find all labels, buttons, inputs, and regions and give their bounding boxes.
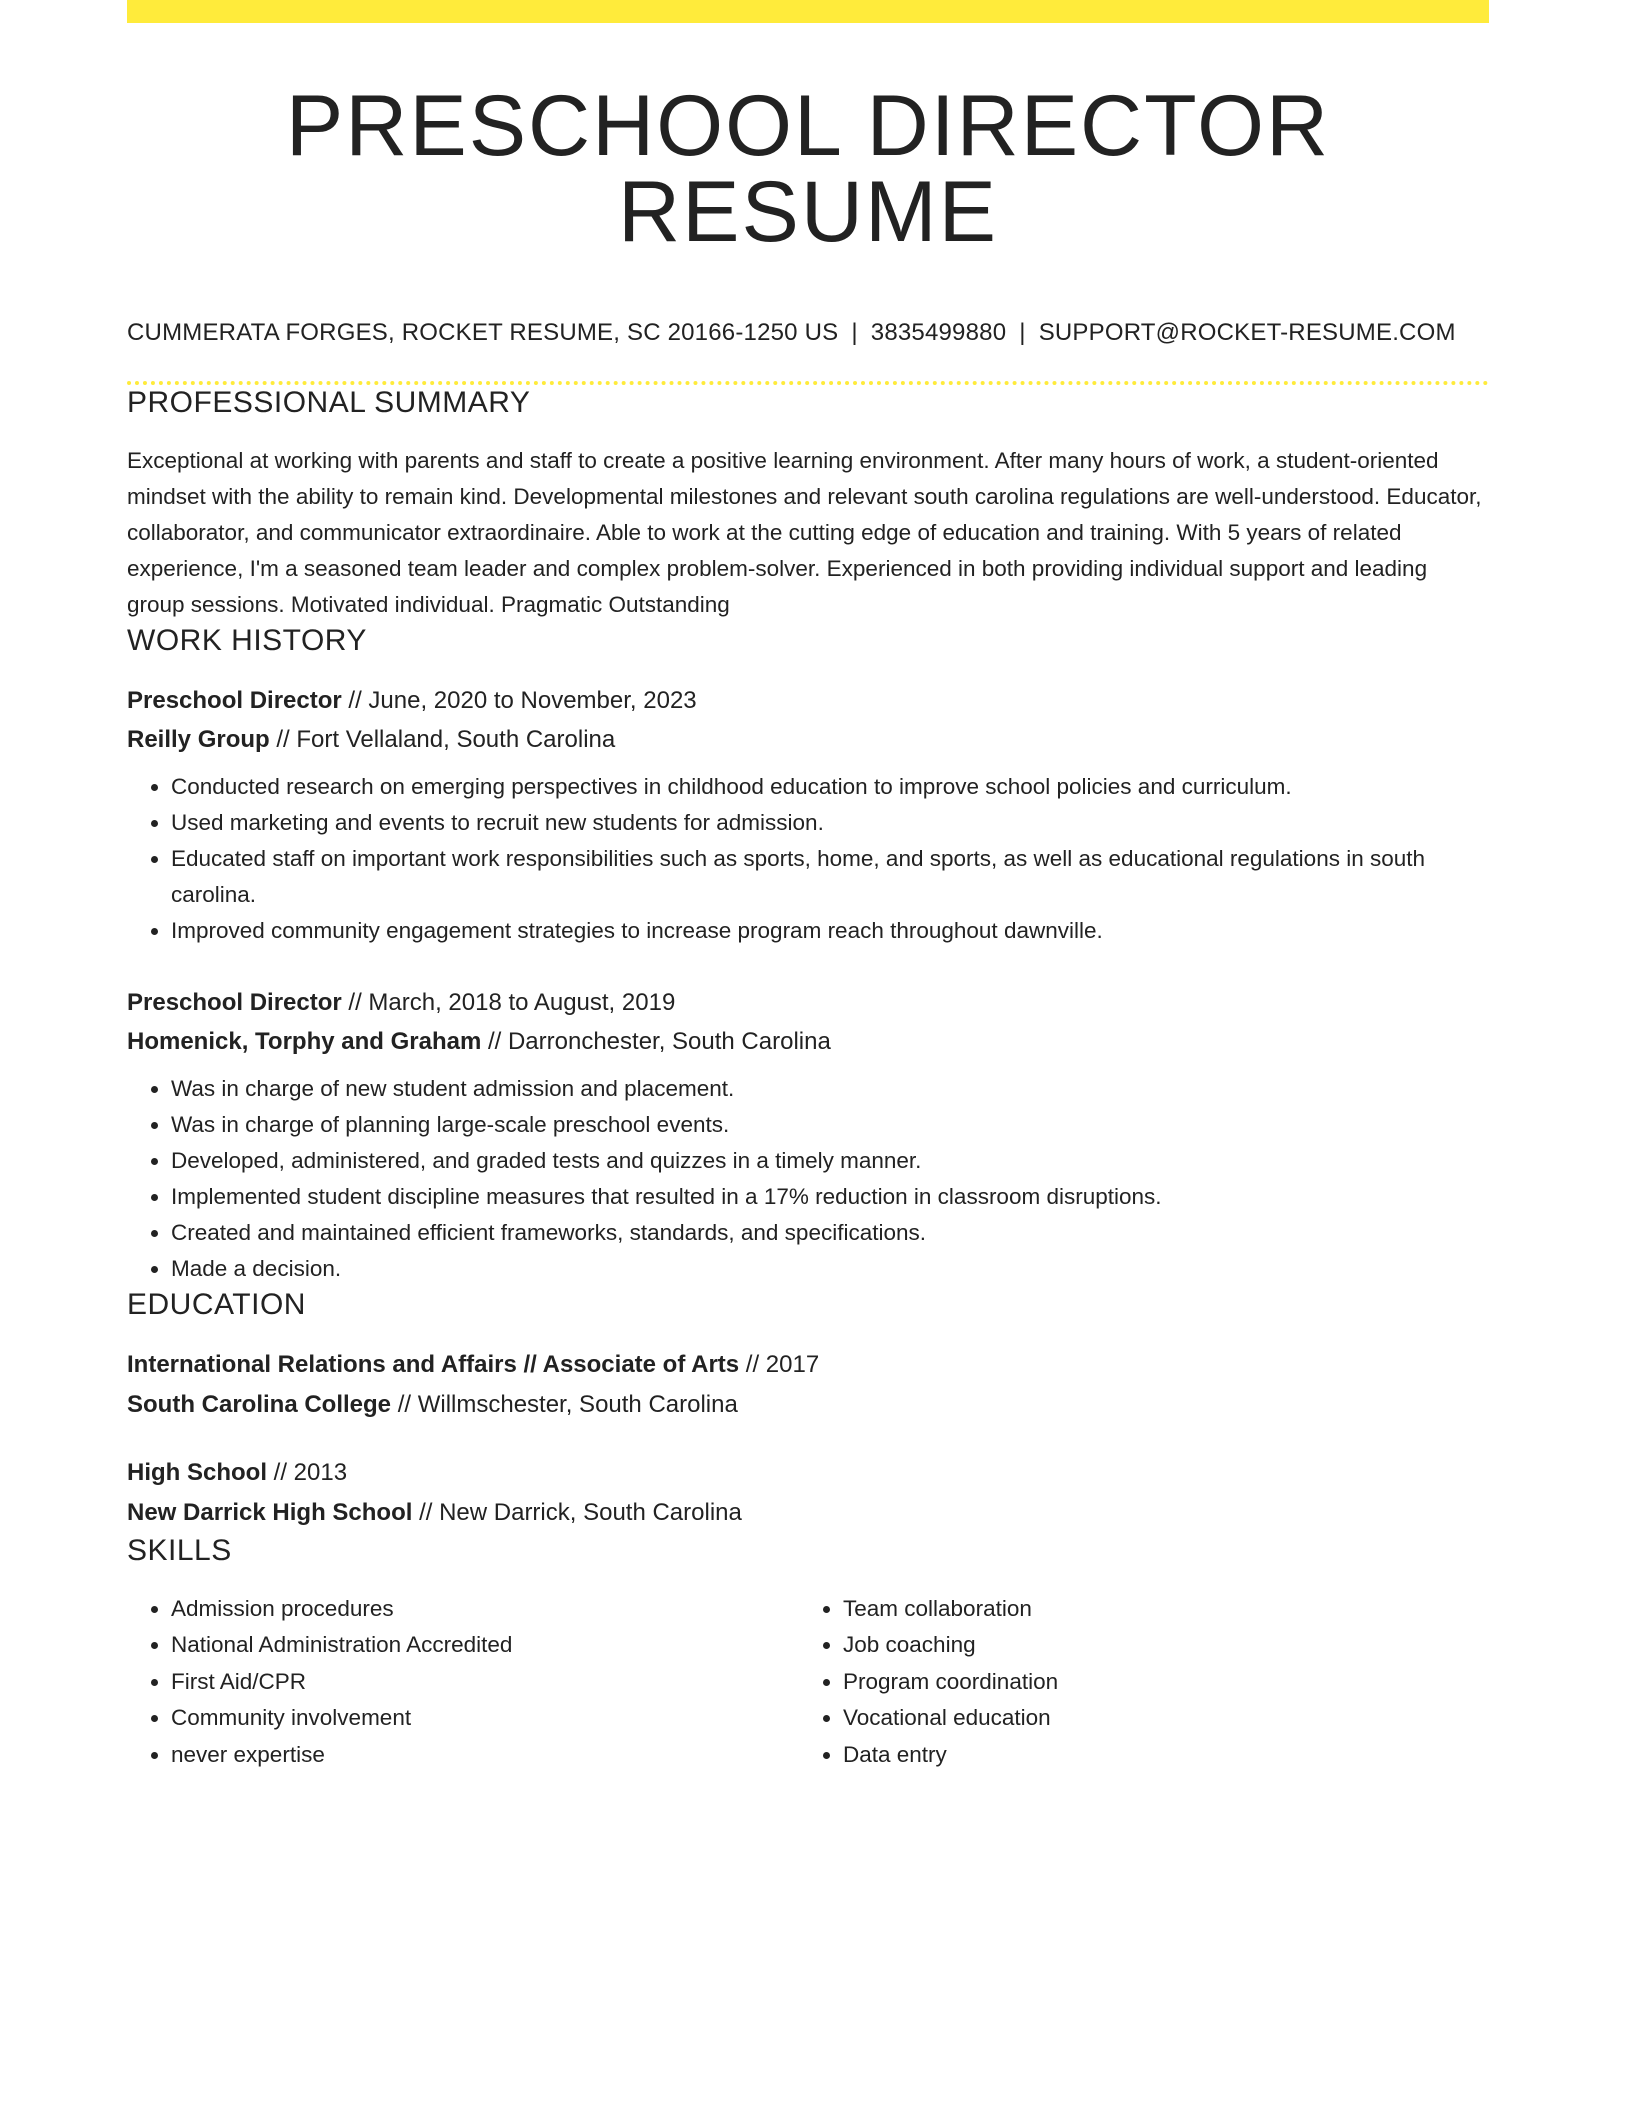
- top-accent-bar: [127, 0, 1489, 23]
- skill-item: • Data entry: [843, 1737, 1471, 1774]
- job-location: // Fort Vellaland, South Carolina: [269, 725, 616, 753]
- contact-separator: |: [1019, 319, 1026, 346]
- skill-item: • never expertise: [171, 1737, 799, 1774]
- skill-item: • Program coordination: [843, 1664, 1471, 1701]
- summary-text: Exceptional at working with parents and staff to create a positive learning environment. After many hours of work, a student-oriented mindset with the ability to remain kind. Developmental milestones and relevant south carolina regulations are well-understood. Educator, collaborator, and communicator extraordinaire. Able to work at the cutting edge of education and training. With 5 years of related experience, I'm a seasoned team leader and complex problem-solver. Experienced in both providing individual support and leading group sessions. Motivated individual. Pragmatic Outstanding: [127, 447, 1482, 617]
- skills-column-right: [799, 1591, 1471, 1774]
- job-company: Reilly Group: [127, 725, 270, 753]
- skills-column-left: [127, 1591, 799, 1774]
- job-bullet: • Created and maintained efficient frameworks, standards, and specifications.: [171, 1215, 1489, 1251]
- education-degree-line: [127, 1453, 1489, 1493]
- work-history-heading: WORK HISTORY: [127, 623, 367, 657]
- skill-item: • Team collaboration: [843, 1591, 1471, 1628]
- skill-item: • First Aid/CPR: [171, 1664, 799, 1701]
- job-dates: // June, 2020 to November, 2023: [341, 686, 697, 714]
- skill-item: • National Administration Accredited: [171, 1627, 799, 1664]
- job-bullet: • Developed, administered, and graded tests and quizzes in a timely manner.: [171, 1143, 1489, 1179]
- job-title-line: [127, 681, 1489, 720]
- education-location: // New Darrick, South Carolina: [412, 1498, 742, 1526]
- contact-separator: |: [851, 319, 858, 346]
- job-bullet: • Conducted research on emerging perspectives in childhood education to improve school policies and curriculum.: [171, 769, 1489, 805]
- job-bullet: • Improved community engagement strategies to increase program reach throughout dawnville.: [171, 913, 1489, 949]
- resume-page: [127, 0, 1489, 1773]
- education-school: New Darrick High School: [127, 1498, 413, 1526]
- education-year: // 2017: [739, 1350, 820, 1378]
- contact-email: SUPPORT@ROCKET-RESUME.COM: [1038, 319, 1456, 346]
- education-location: // Willmschester, South Carolina: [391, 1390, 738, 1418]
- education-school-line: [127, 1385, 1489, 1425]
- education-school: South Carolina College: [127, 1390, 392, 1418]
- job-entry: [127, 681, 1489, 759]
- skill-item: • Vocational education: [843, 1700, 1471, 1737]
- skill-item: • Admission procedures: [171, 1591, 799, 1628]
- education-entry: [127, 1453, 1489, 1533]
- skills-heading: SKILLS: [127, 1533, 232, 1567]
- contact-line: [127, 319, 1489, 348]
- job-company-line: [127, 720, 1489, 759]
- job-bullet: • Made a decision.: [171, 1251, 1489, 1287]
- job-location: // Darronchester, South Carolina: [481, 1027, 831, 1055]
- job-bullet: • Implemented student discipline measures that resulted in a 17% reduction in classroom disruptions.: [171, 1179, 1489, 1215]
- summary-heading: PROFESSIONAL SUMMARY: [127, 385, 531, 419]
- education-year: // 2013: [267, 1458, 348, 1486]
- education-entry: [127, 1345, 1489, 1425]
- contact-phone: 3835499880: [870, 319, 1007, 346]
- job-title: Preschool Director: [127, 686, 342, 714]
- education-heading: EDUCATION: [127, 1287, 306, 1321]
- job-company-line: [127, 1022, 1489, 1061]
- education-degree-line: [127, 1345, 1489, 1385]
- resume-title: PRESCHOOL DIRECTOR RESUME: [285, 78, 1331, 260]
- job-bullet: • Educated staff on important work responsibilities such as sports, home, and sports, as well as educational regulations in south carolina.: [171, 841, 1489, 913]
- job-dates: // March, 2018 to August, 2019: [341, 988, 676, 1016]
- education-degree: High School: [127, 1458, 267, 1486]
- skill-item: • Job coaching: [843, 1627, 1471, 1664]
- education-school-line: [127, 1493, 1489, 1533]
- job-title-line: [127, 983, 1489, 1022]
- education-degree: International Relations and Affairs // Associate of Arts: [127, 1350, 740, 1378]
- job-bullet: • Was in charge of new student admission and placement.: [171, 1071, 1489, 1107]
- job-title: Preschool Director: [127, 988, 342, 1016]
- job-bullet: • Used marketing and events to recruit new students for admission.: [171, 805, 1489, 841]
- job-entry: [127, 983, 1489, 1061]
- job-bullet: • Was in charge of planning large-scale preschool events.: [171, 1107, 1489, 1143]
- job-bullets: [127, 1071, 1489, 1287]
- contact-address: CUMMERATA FORGES, ROCKET RESUME, SC 20166-1250 US: [127, 319, 839, 346]
- job-company: Homenick, Torphy and Graham: [127, 1027, 482, 1055]
- skills-grid: [127, 1591, 1489, 1774]
- job-bullets: [127, 769, 1489, 949]
- skill-item: • Community involvement: [171, 1700, 799, 1737]
